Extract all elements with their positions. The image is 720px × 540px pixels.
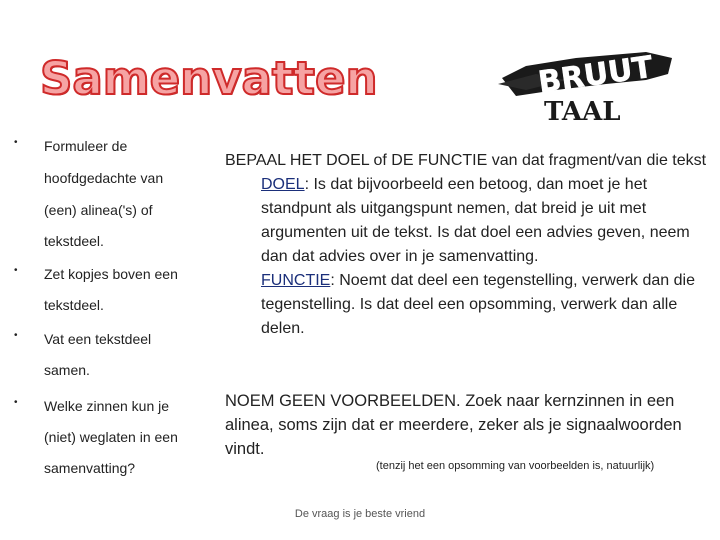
bullet-line: Welke zinnen kun je xyxy=(44,398,170,414)
bullet-line: samenvatting? xyxy=(44,460,136,476)
bullet-line: (niet) weglaten in een xyxy=(44,429,178,445)
logo-text-top: BRUUT xyxy=(536,49,656,101)
functie-label: FUNCTIE xyxy=(261,272,331,289)
section-heading: BEPAAL HET DOEL of DE FUNCTIE van dat fragment/van die tekst xyxy=(225,152,707,169)
bullet-line: tekstdeel. xyxy=(44,233,104,249)
bruut-taal-logo xyxy=(496,40,678,126)
bullet-line: (een) alinea('s) of xyxy=(44,202,153,218)
bullet-dot-icon: • xyxy=(14,137,18,148)
bullet-line: tekstdeel. xyxy=(44,297,104,313)
bullet-dot-icon: • xyxy=(14,265,18,276)
footer-text: De vraag is je beste vriend xyxy=(294,508,426,520)
doel-paragraph xyxy=(225,173,715,269)
bullet-dot-icon: • xyxy=(14,330,18,341)
doel-text: : Is dat bijvoorbeeld een betoog, dan moet je het standpunt als uitgangspunt nemen, dat breid je uit met argumenten uit de tekst. Is dat doel een advies geven, neem dan dat advies over in je samenvatting. xyxy=(261,176,690,265)
bullet-line: hoofdgedachte van xyxy=(44,170,164,186)
bullet-line: Formuleer de xyxy=(44,138,128,154)
bullet-dot-icon: • xyxy=(14,397,18,408)
functie-paragraph xyxy=(225,269,715,341)
slide-title: Samenvatten xyxy=(40,52,378,105)
logo-text-bottom: TAAL xyxy=(544,97,621,126)
noem-paragraph: NOEM GEEN VOORBEELDEN. Zoek naar kernzinnen in een alinea, soms zijn dat er meerdere, zeker als je signaalwoorden vindt. xyxy=(225,392,682,458)
functie-text: : Noemt dat deel een tegenstelling, verwerk dan die tegenstelling. Is dat deel een opsomming, verwerk dan alle delen. xyxy=(261,272,695,337)
doel-label: DOEL xyxy=(261,176,305,193)
doel-functie-block xyxy=(225,149,715,341)
footnote: (tenzij het een opsomming van voorbeelden is, natuurlijk) xyxy=(376,460,655,472)
bullet-line: Zet kopjes boven een xyxy=(44,266,178,282)
bullet-line: samen. xyxy=(44,362,90,378)
bullet-line: Vat een tekstdeel xyxy=(44,331,152,347)
